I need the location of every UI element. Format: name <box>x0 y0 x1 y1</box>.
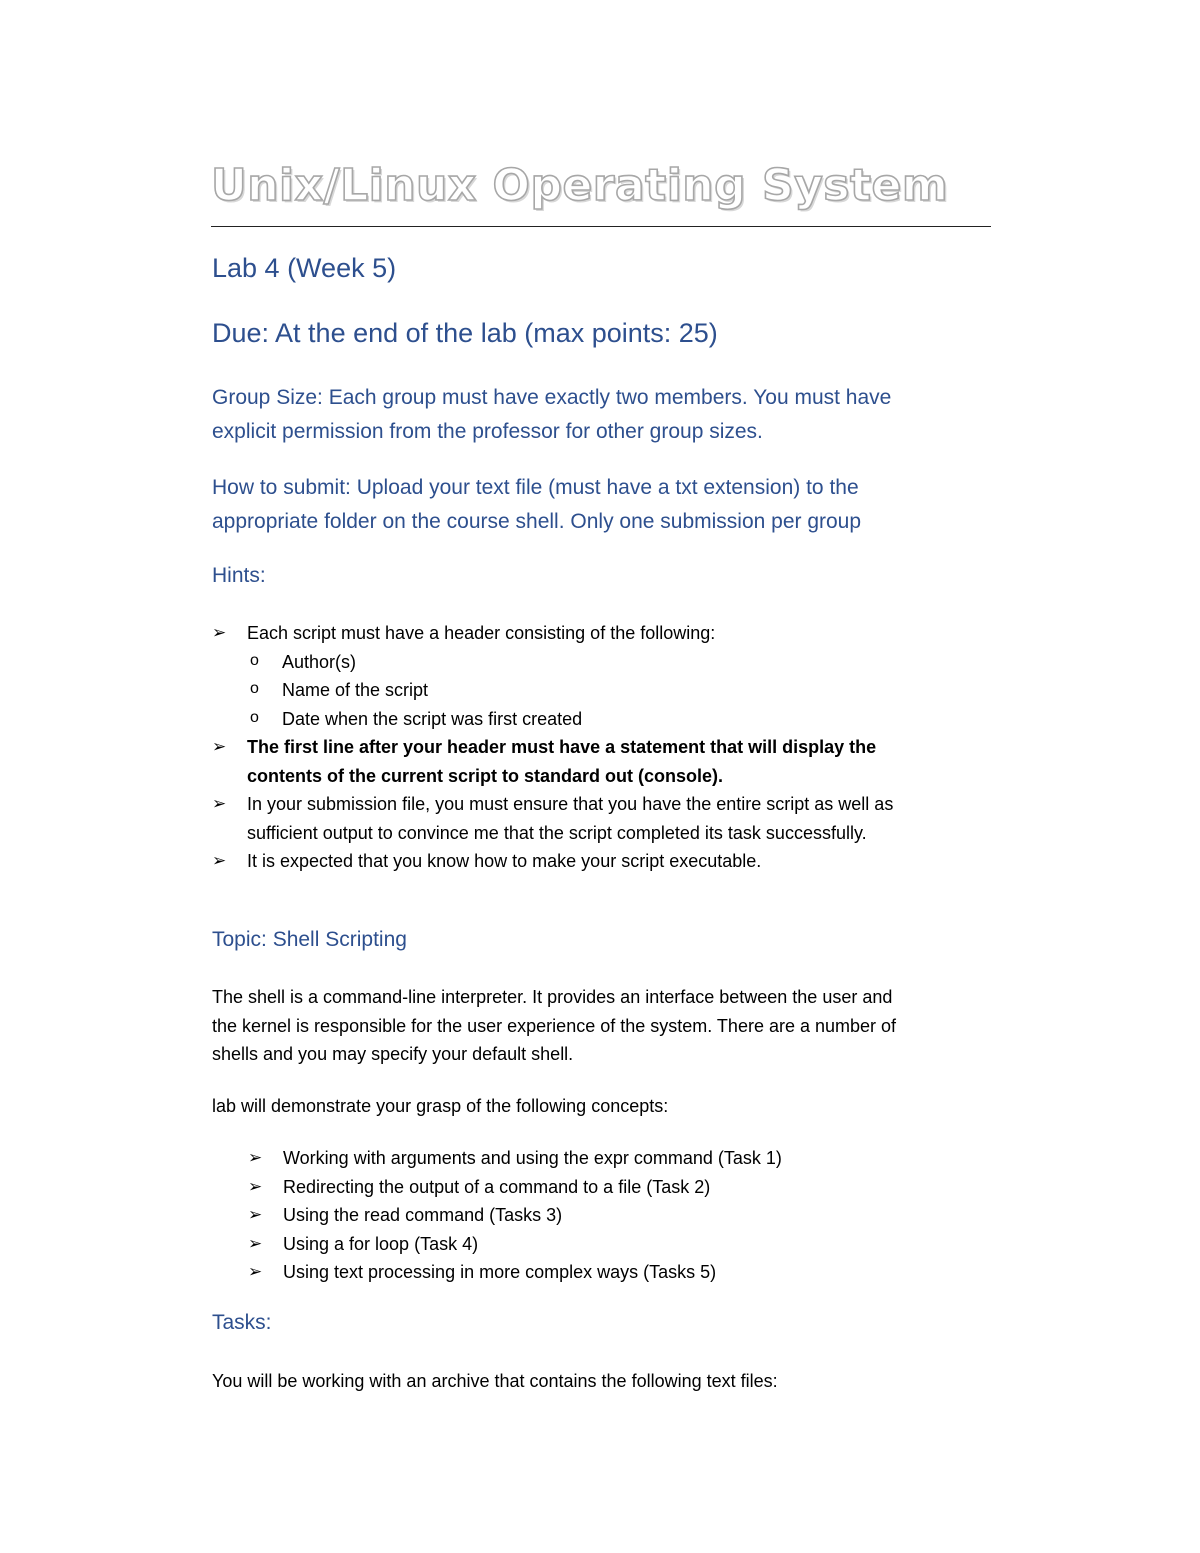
list-item <box>248 1201 988 1230</box>
concept-text: Using text processing in more complex ways (Tasks 5) <box>283 1262 717 1282</box>
list-item <box>212 847 992 876</box>
hint-text: It is expected that you know how to make your script executable. <box>247 851 762 871</box>
tasks-heading: Tasks: <box>212 1311 272 1334</box>
sub-item-text: Date when the script was first created <box>282 708 583 729</box>
paragraph-line: the kernel is responsible for the user experience of the system. There are a number of <box>212 1015 897 1036</box>
circle-bullet-icon: o <box>250 680 259 697</box>
archive-line: You will be working with an archive that contains the following text files: <box>212 1371 778 1391</box>
concept-text: Using the read command (Tasks 3) <box>283 1205 563 1225</box>
sub-list-item <box>212 648 992 677</box>
hint-text: The first line after your header must have a statement that will display the <box>247 737 877 757</box>
group-size-line: explicit permission from the professor for other group sizes. <box>212 420 763 443</box>
arrow-bullet-icon: ➢ <box>248 1233 263 1254</box>
list-item <box>248 1230 988 1259</box>
list-item <box>248 1258 988 1287</box>
concept-text: Working with arguments and using the expr command (Task 1) <box>283 1148 782 1168</box>
sub-list-item <box>212 705 992 734</box>
arrow-bullet-icon: ➢ <box>212 737 227 757</box>
group-size-line: Group Size: Each group must have exactly two members. You must have <box>212 386 892 409</box>
paragraph-line: shells and you may specify your default shell. <box>212 1044 574 1064</box>
concepts-intro: lab will demonstrate your grasp of the following concepts: <box>212 1096 669 1116</box>
list-item <box>248 1173 988 1202</box>
list-item-continuation <box>212 762 992 791</box>
list-item <box>212 619 992 648</box>
hints-heading: Hints: <box>212 564 266 587</box>
group-size-paragraph <box>212 381 982 449</box>
arrow-bullet-icon: ➢ <box>212 794 227 814</box>
document-title: Unix/Linux Operating System <box>211 160 949 211</box>
circle-bullet-icon: o <box>250 708 259 726</box>
hint-text: contents of the current script to standard out (console). <box>247 765 724 786</box>
arrow-bullet-icon: ➢ <box>248 1148 263 1168</box>
how-to-submit-line: appropriate folder on the course shell. Only one submission per group <box>212 510 862 533</box>
topic-heading: Topic: Shell Scripting <box>212 928 407 951</box>
lab-title: Lab 4 (Week 5) <box>212 253 397 283</box>
sub-item-text: Author(s) <box>282 651 357 672</box>
arrow-bullet-icon: ➢ <box>248 1262 263 1282</box>
list-item-continuation <box>212 819 992 848</box>
concepts-list <box>248 1144 988 1287</box>
hint-text: Each script must have a header consisting of the following: <box>247 623 716 643</box>
hints-list <box>212 619 992 876</box>
due-line: Due: At the end of the lab (max points: 25) <box>212 318 718 348</box>
shell-paragraph <box>212 983 982 1069</box>
how-to-submit-paragraph <box>212 471 982 539</box>
paragraph-line: The shell is a command-line interpreter. It provides an interface between the user and <box>212 987 893 1007</box>
arrow-bullet-icon: ➢ <box>248 1205 263 1225</box>
list-item <box>212 790 992 819</box>
how-to-submit-line: How to submit: Upload your text file (must have a txt extension) to the <box>212 476 859 499</box>
concept-text: Using a for loop (Task 4) <box>283 1233 479 1254</box>
list-item <box>212 733 992 762</box>
hint-text: In your submission file, you must ensure that you have the entire script as well as <box>247 794 894 814</box>
arrow-bullet-icon: ➢ <box>212 851 227 871</box>
list-item <box>248 1144 988 1173</box>
sub-list-item <box>212 676 992 705</box>
title-underline <box>211 226 991 227</box>
arrow-bullet-icon: ➢ <box>212 623 227 643</box>
arrow-bullet-icon: ➢ <box>248 1176 263 1197</box>
hint-text: sufficient output to convince me that the script completed its task successfully. <box>247 822 867 843</box>
sub-item-text: Name of the script <box>282 680 429 700</box>
concept-text: Redirecting the output of a command to a file (Task 2) <box>283 1176 711 1197</box>
circle-bullet-icon: o <box>250 651 259 669</box>
